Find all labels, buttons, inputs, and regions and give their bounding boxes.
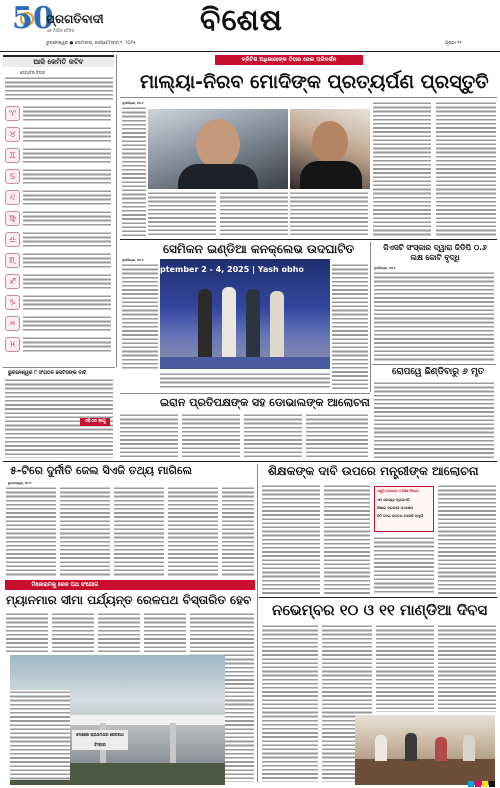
mizoram-body-col6: [10, 690, 70, 780]
semicon-conference-photo: [160, 259, 330, 369]
column-divider: [116, 55, 117, 367]
horoscope-entry: [23, 315, 111, 332]
mizoram-body-col1: [6, 612, 48, 652]
horoscope-entry: [23, 189, 111, 206]
cbi-body-col3: [114, 486, 164, 576]
cbi-body-col2: [60, 486, 110, 576]
mallya-photo: [148, 109, 288, 189]
teachers-body-col3: [374, 536, 434, 594]
info-box-line: ଚିଠି ଦେଇ ଉତ୍ତର ଦେଉଛି ମନ୍ତ୍ରୀ: [377, 514, 424, 518]
teachers-headline: ଶିକ୍ଷକଙ୍କ ଦାବି ଉପରେ ମନ୍ତ୍ରୀଙ୍କ ଆଲୋଚନା: [268, 464, 479, 478]
scorpio-icon: ♏: [5, 253, 20, 268]
november-body-col4: [438, 624, 496, 712]
cyan-registration-mark: [468, 781, 474, 787]
horoscope-entry: [23, 336, 111, 353]
iran-body-col4: [306, 413, 368, 459]
lead-body-col3-text: [220, 191, 288, 236]
aquarius-icon: ♒: [5, 316, 20, 331]
november-headline: ନଭେମ୍ବର ୧୦ ଓ ୧୧ ମାଣ୍ଡିଆ ଦିବସ: [272, 601, 488, 619]
cbi-headline: ୫-ଟିରେ ଦୁର୍ନୀତି ଜେଲ ସିଏଜି ତଥ୍ୟ ମାଗିଲେ: [10, 464, 193, 477]
magenta-registration-mark: [475, 781, 481, 787]
ropeway-headline: ରୋପୱେ ଛିଣ୍ଡିବାରୁ ୬ ମୃତ: [392, 367, 485, 377]
portrait-face: [196, 119, 240, 169]
gemini-icon: ♊: [5, 148, 20, 163]
photo-banner-text: ptember 2 - 4, 2025 | Yash obho: [160, 265, 304, 274]
mizoram-body-col2: [52, 612, 94, 652]
yellow-registration-mark: [482, 781, 488, 787]
gst-body: [374, 271, 494, 361]
portrait-suit: [300, 161, 362, 189]
mizoram-subhead: ଦେଶରେ ପ୍ରଥମଥର ରେଳପଥ ବିସ୍ତାର: [72, 730, 128, 750]
meeting-photo: [355, 715, 495, 785]
virgo-icon: ♍: [5, 211, 20, 226]
taurus-icon: ♉: [5, 127, 20, 142]
lead-body-col6-text: [436, 101, 496, 236]
mizoram-headline: ମ୍ୟାନମାର ସୀମା ପର୍ଯ୍ୟନ୍ତ ରେଳପଥ ବିସ୍ତାରିତ ହେବ: [6, 593, 252, 607]
mizoram-body-col3: [98, 612, 140, 652]
portrait-suit: [178, 164, 258, 189]
iran-body-col3: [244, 413, 302, 459]
horoscope-entry: [23, 147, 111, 164]
capricorn-icon: ♑: [5, 295, 20, 310]
november-body-col1: [262, 624, 318, 782]
person-silhouette: [222, 287, 236, 361]
teachers-info-box: [374, 486, 434, 532]
rule: [120, 393, 370, 394]
brief-headline: ଭୁବନେଶ୍ୱର ୮ ସଂଗଠନ ନୋଟିସଙ୍କ ଦାବି: [8, 370, 87, 376]
cancer-icon: ♋: [5, 169, 20, 184]
semicon-body-col3: [332, 263, 368, 390]
info-box-line: ଶିକ୍ଷାର ସରକାରୀ ପଦକ୍ଷେପ: [377, 506, 414, 510]
gst-dateline: ନୂଆଦିଲ୍ଲୀ, ୩୧।୮: [374, 266, 396, 270]
horoscope-entry: [23, 105, 111, 122]
rule: [3, 461, 497, 462]
bridge-pier: [170, 723, 176, 767]
horoscope-entry: [23, 273, 111, 290]
semicon-dateline: ନୂଆଦିଲ୍ଲୀ, ୩୧।୮: [122, 258, 144, 262]
section-title: ବିଶେଷ: [200, 3, 283, 38]
lead-body-col4-text: [290, 191, 368, 236]
horoscope-byline: ଜ୍ୟୋତିଷ ବିଚାର: [20, 70, 46, 75]
lead-dateline: ନୂଆଦିଲ୍ଲୀ, ୩୧।୮: [122, 101, 144, 105]
rule: [120, 239, 497, 240]
teachers-body-col2: [324, 484, 370, 594]
portrait-face: [312, 121, 348, 163]
person-silhouette: [375, 735, 387, 761]
rule: [3, 367, 115, 368]
stage-floor: [160, 357, 330, 369]
lead-kicker: ବ୍ରିଟିଶ ଅଧିକାରୀଙ୍କ ତିହାର ଜେଲ ପରିଦର୍ଶନ: [215, 55, 363, 65]
mizoram-kicker-bar: [5, 580, 255, 590]
semicon-body-col1: [122, 263, 158, 369]
column-divider: [257, 464, 258, 782]
lead-headline: ମାଲ୍ୟା-ନିରବ ମୋଦିଙ୍କ ପ୍ରତ୍ୟର୍ପଣ ପ୍ରସ୍ତୁତି: [140, 71, 489, 93]
horoscope-entry: [23, 231, 111, 248]
info-box-title: ଏଣ୍ଟ୍ରି ଲେଭଲ ଓ ଶିକ୍ଷା ବିଭାଗ: [377, 489, 419, 493]
info-box-line: ଏନ ସମସ୍ୟା ପ୍ରାଇମରି: [377, 498, 410, 502]
lead-body-col5-text: [373, 101, 431, 236]
lead-body-col1-text: [122, 106, 146, 236]
masthead: [0, 0, 500, 52]
person-silhouette: [405, 733, 417, 761]
lead-body-col2-text: [148, 191, 216, 236]
lead-body-col1: [122, 101, 146, 105]
semicon-photo-caption: [160, 372, 330, 390]
column-divider: [370, 242, 371, 392]
teachers-body-col1: [262, 484, 320, 594]
newspaper-name: ପ୍ରଗତିବାଦୀ: [46, 12, 104, 26]
november-body-col3: [376, 624, 434, 712]
brief-tag: ଏବିଏସ ଲାଗୁ: [80, 418, 110, 426]
issue-date: ଭୁବନେଶ୍ୱର ● ସୋମବାର, ସେପ୍ଟେମ୍ବର ୧, ୨୦୨୫: [46, 41, 136, 46]
horoscope-entry: [23, 210, 111, 227]
cbi-body-col4: [168, 486, 218, 576]
libra-icon: ♎: [5, 232, 20, 247]
leo-icon: ♌: [5, 190, 20, 205]
person-silhouette: [198, 289, 212, 361]
cbi-body-col5: [222, 486, 254, 576]
person-silhouette: [435, 737, 447, 761]
pisces-icon: ♓: [5, 337, 20, 352]
horoscope-intro: [5, 76, 113, 102]
page-number: ପୃଷ୍ଠା ୧୧: [445, 41, 462, 46]
ropeway-body: [374, 381, 494, 459]
iran-body-col1: [120, 413, 178, 459]
horoscope-entry: [23, 294, 111, 311]
horoscope-entry: [23, 252, 111, 269]
iran-headline: ଇରାନ ପ୍ରତିପକ୍ଷଙ୍କ ସହ ଡୋଭାଲଙ୍କ ଆଲୋଚନା: [160, 396, 370, 409]
teachers-body-col4: [438, 484, 496, 594]
black-registration-mark: [489, 781, 495, 787]
semicon-headline: ସେମିକନ ଇଣ୍ଡିଆ କନକ୍ଲେଭ ଉଦଘାଟିତ: [163, 242, 355, 256]
person-silhouette: [246, 289, 260, 361]
person-silhouette: [463, 735, 475, 761]
iran-body-col2: [182, 413, 240, 459]
aries-icon: ♈: [5, 106, 20, 121]
mizoram-kicker: ମିଜୋରାମକୁ ରେଳ ପଥ ସଂଯୋଗ: [31, 582, 99, 588]
newspaper-tagline: ଏକ ନିର୍ଭୀକ ଦୈନିକ: [46, 28, 75, 33]
horoscope-list: [0, 102, 115, 364]
cbi-dateline: ଭୁବନେଶ୍ୱର, ୩୧।୮: [8, 481, 32, 485]
rule: [259, 597, 497, 598]
meeting-table: [355, 759, 495, 785]
mizoram-body-col4: [144, 612, 186, 652]
rule: [372, 364, 496, 365]
nirav-modi-photo: [290, 109, 370, 189]
horoscope-entry: [23, 126, 111, 143]
horoscope-entry: [23, 168, 111, 185]
anniversary-logo: 50: [12, 1, 54, 36]
horoscope-heading: ଆଜି କେମିତି କଟିବ: [3, 55, 114, 67]
cbi-body-col1: [6, 486, 56, 576]
person-silhouette: [270, 291, 284, 361]
sagittarius-icon: ♐: [5, 274, 20, 289]
gst-headline: ଜିଏସଟି ସଂସ୍କାର ଦ୍ୱାରା ଜିଡିପି ୦.୬ ଲକ୍ଷ କୋଟି ବୃଦ୍ଧି: [383, 243, 487, 262]
rule: [120, 97, 497, 98]
